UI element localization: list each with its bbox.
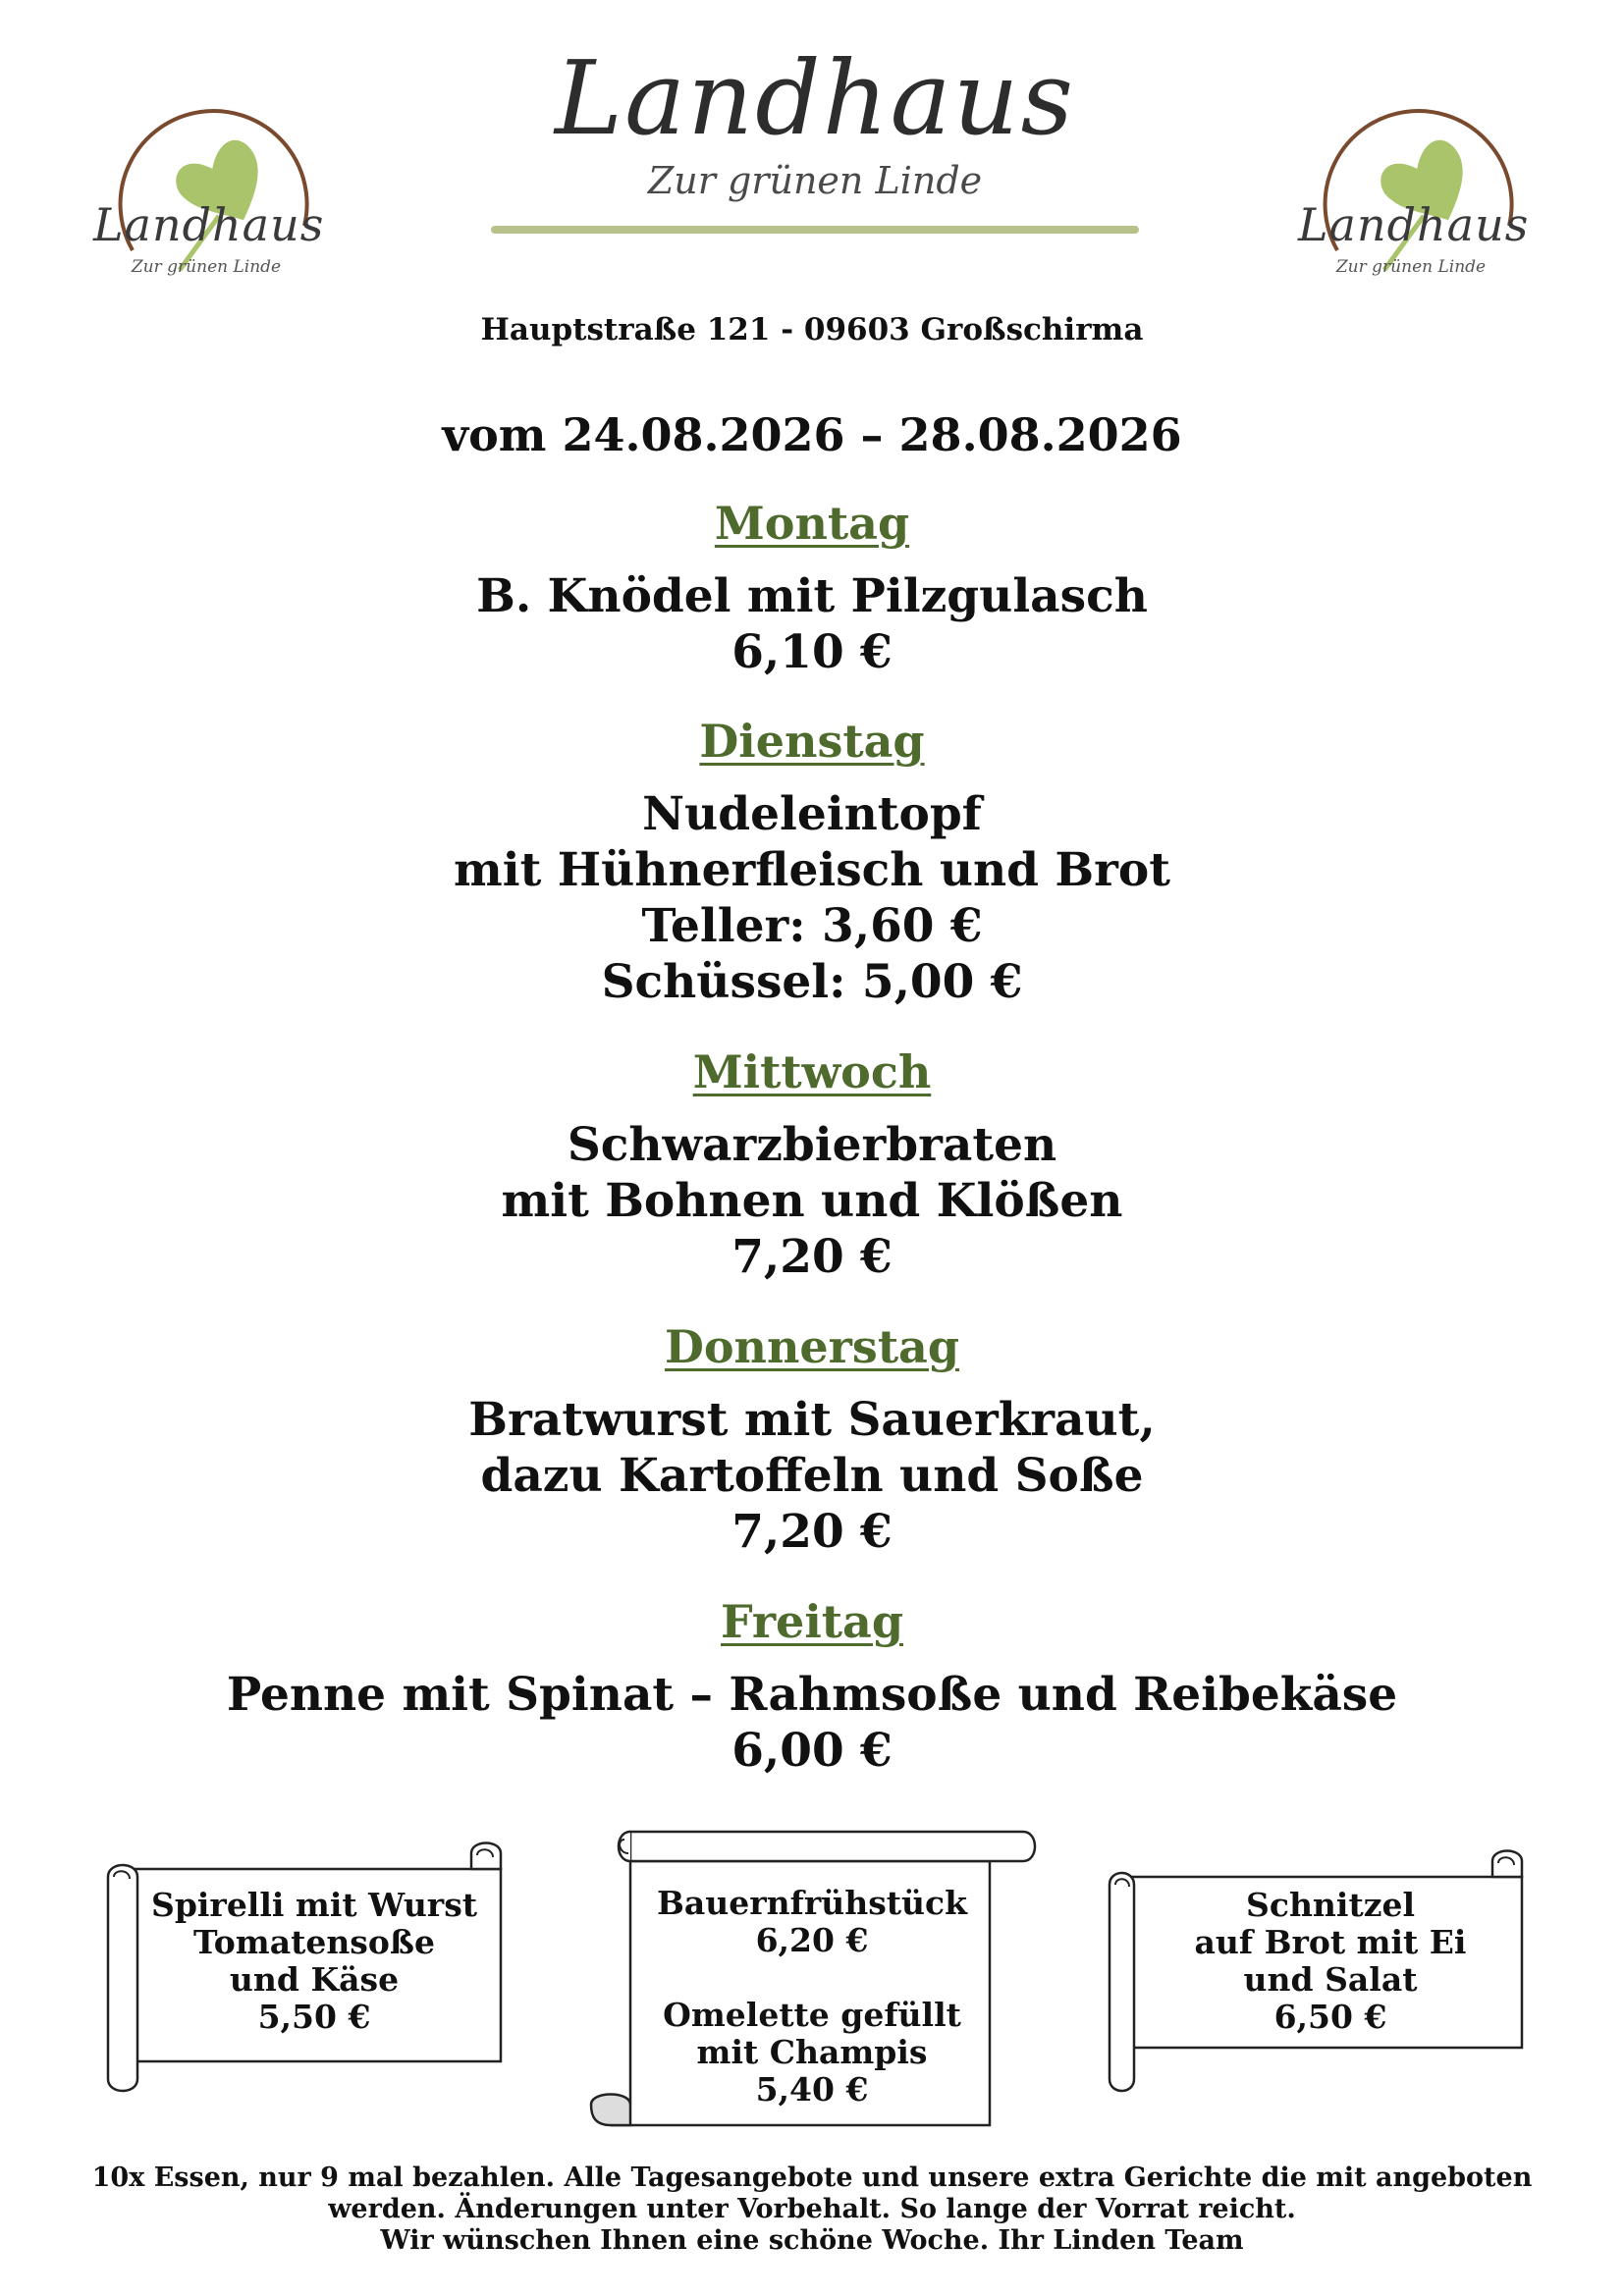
extra-dish-line: auf Brot mit Ei bbox=[1194, 1923, 1467, 1961]
day-tuesday bbox=[0, 714, 1624, 1010]
dish-price: Teller: 3,60 € bbox=[641, 899, 983, 953]
dish-price: 7,20 € bbox=[731, 1230, 893, 1284]
dish-line: Nudeleintopf bbox=[642, 787, 982, 841]
day-heading: Freitag bbox=[720, 1595, 904, 1648]
extra-dish-line: Bauernfrühstück bbox=[657, 1884, 967, 1922]
dish-price: Schüssel: 5,00 € bbox=[601, 955, 1023, 1009]
extra-dish-scroll-1 bbox=[98, 1834, 511, 2099]
brand-header bbox=[471, 39, 1159, 234]
extra-dish-spacer bbox=[640, 1959, 984, 1997]
day-friday bbox=[0, 1594, 1624, 1779]
extra-dish-line: und Käse bbox=[229, 1960, 400, 1999]
day-wednesday bbox=[0, 1044, 1624, 1285]
dish-price: 6,00 € bbox=[731, 1724, 893, 1778]
dish-price: 6,10 € bbox=[731, 625, 893, 679]
extra-dish-price: 6,20 € bbox=[755, 1921, 869, 1959]
extra-dish-text bbox=[1139, 1887, 1522, 2036]
dish-line: Bratwurst mit Sauerkraut, bbox=[468, 1393, 1156, 1447]
extra-dish-scroll-3 bbox=[1100, 1842, 1532, 2099]
extra-dish-line: Spirelli mit Wurst bbox=[150, 1886, 478, 1924]
extra-dish-price: 5,50 € bbox=[257, 1998, 371, 2036]
day-heading: Donnerstag bbox=[664, 1320, 960, 1373]
dish-line: Schwarzbierbraten bbox=[567, 1118, 1057, 1172]
extra-dish-line: und Salat bbox=[1243, 1960, 1418, 1999]
dish-line: mit Bohnen und Klößen bbox=[501, 1174, 1123, 1228]
logo-left bbox=[93, 69, 325, 304]
logo-subtitle: Zur grünen Linde bbox=[131, 257, 282, 277]
extra-dish-line: Omelette gefüllt bbox=[663, 1996, 961, 2034]
extra-dish-text bbox=[142, 1887, 486, 2036]
logo-subtitle: Zur grünen Linde bbox=[1335, 257, 1487, 277]
dish-line: B. Knödel mit Pilzgulasch bbox=[476, 569, 1148, 623]
dish-line: dazu Kartoffeln und Soße bbox=[480, 1449, 1144, 1503]
brand-subtitle: Zur grünen Linde bbox=[647, 159, 983, 202]
date-range: vom 24.08.2026 – 28.08.2026 bbox=[442, 408, 1182, 461]
brand-title: Landhaus bbox=[555, 38, 1075, 158]
extra-dish-text bbox=[640, 1885, 984, 2109]
footer-line: 10x Essen, nur 9 mal bezahlen. Alle Tagesangebote und unsere extra Gerichte die mit angeboten bbox=[91, 2163, 1533, 2193]
dish-line: mit Hühnerfleisch und Brot bbox=[454, 843, 1170, 897]
extra-dish-price: 5,40 € bbox=[755, 2070, 869, 2109]
brand-divider bbox=[491, 226, 1139, 234]
footer-note bbox=[0, 2163, 1624, 2257]
footer-line: Wir wünschen Ihnen eine schöne Woche. Ihr Linden Team bbox=[380, 2225, 1244, 2256]
day-thursday bbox=[0, 1319, 1624, 1560]
day-heading: Mittwoch bbox=[692, 1045, 932, 1098]
day-heading: Dienstag bbox=[699, 715, 925, 768]
extra-dish-scroll-2 bbox=[581, 1826, 1043, 2140]
day-heading: Montag bbox=[714, 497, 910, 550]
dish-line: Penne mit Spinat – Rahmsoße und Reibekäse bbox=[226, 1668, 1398, 1722]
day-monday bbox=[0, 496, 1624, 680]
address: Hauptstraße 121 - 09603 Großschirma bbox=[480, 312, 1144, 347]
footer-line: werden. Änderungen unter Vorbehalt. So lange der Vorrat reicht. bbox=[328, 2194, 1296, 2224]
logo-wordmark: Landhaus bbox=[93, 198, 325, 251]
dish-price: 7,20 € bbox=[731, 1505, 893, 1559]
logo-right bbox=[1298, 69, 1530, 304]
logo-wordmark: Landhaus bbox=[1298, 198, 1530, 251]
extra-dish-line: Tomatensoße bbox=[193, 1923, 435, 1961]
extra-dish-price: 6,50 € bbox=[1273, 1998, 1387, 2036]
extra-dish-line: mit Champis bbox=[696, 2033, 928, 2071]
extra-dish-line: Schnitzel bbox=[1246, 1886, 1415, 1924]
